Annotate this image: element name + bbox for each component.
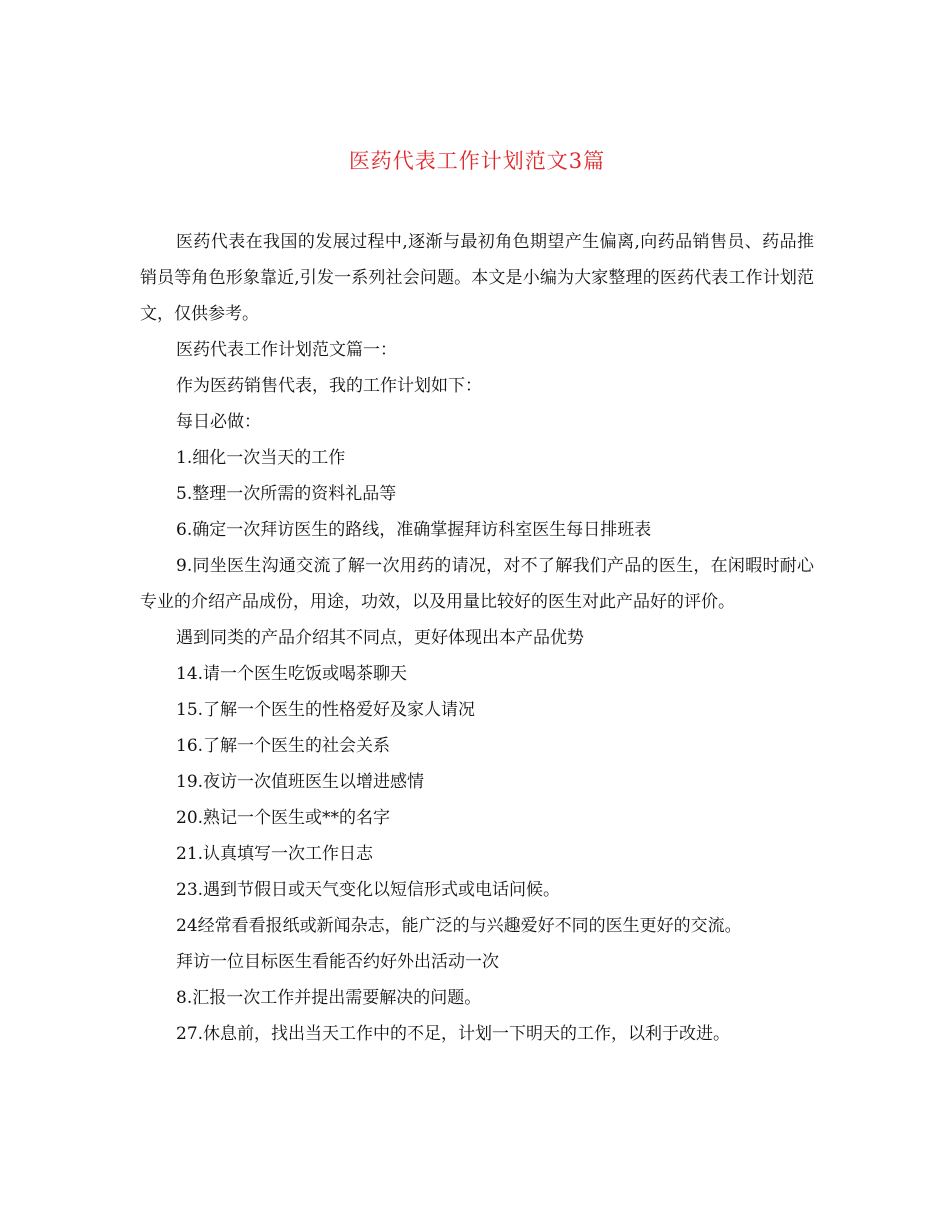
document-title: 医药代表工作计划范文3篇	[348, 149, 606, 173]
list-item: 1.细化一次当天的工作	[176, 448, 346, 468]
list-item-long: 9.同坐医生沟通交流了解一次用药的请况，对不了解我们产品的医生，在闲暇时耐心专业的介绍产品成份，用途，功效，以及用量比较好的医生对此产品好的评价。	[140, 556, 814, 612]
list-item: 8.汇报一次工作并提出需要解决的问题。	[176, 988, 482, 1008]
list-item: 6.确定一次拜访医生的路线，准确掌握拜访科室医生每日排班表	[176, 520, 652, 540]
list-item: 遇到同类的产品介绍其不同点，更好体现出本产品优势	[176, 628, 584, 648]
list-item: 15.了解一个医生的性格爱好及家人请况	[176, 700, 476, 720]
list-item: 16.了解一个医生的社会关系	[176, 736, 391, 756]
list-item: 20.熟记一个医生或**的名字	[176, 808, 391, 828]
section-heading: 医药代表工作计划范文篇一：	[176, 340, 397, 360]
opening-line: 作为医药销售代表，我的工作计划如下：	[176, 376, 482, 396]
list-item: 拜访一位目标医生看能否约好外出活动一次	[176, 952, 499, 972]
list-item: 19.夜访一次值班医生以增进感情	[176, 772, 425, 792]
list-item: 24经常看看报纸或新闻杂志，能广泛的与兴趣爱好不同的医生更好的交流。	[176, 916, 742, 936]
list-item: 5.整理一次所需的资料礼品等	[176, 484, 397, 504]
list-item: 21.认真填写一次工作日志	[176, 844, 374, 864]
list-item: 14.请一个医生吃饭或喝茶聊天	[176, 664, 408, 684]
list-item: 27.休息前，找出当天工作中的不足，计划一下明天的工作，以利于改进。	[176, 1024, 731, 1044]
list-item: 23.遇到节假日或天气变化以短信形式或电话问候。	[176, 880, 561, 900]
daily-heading: 每日必做：	[176, 412, 261, 432]
intro-paragraph: 医药代表在我国的发展过程中,逐渐与最初角色期望产生偏离,向药品销售员、药品推销员等角色形象靠近,引发一系列社会问题。本文是小编为大家整理的医药代表工作计划范文，仅供参考。	[140, 232, 814, 324]
